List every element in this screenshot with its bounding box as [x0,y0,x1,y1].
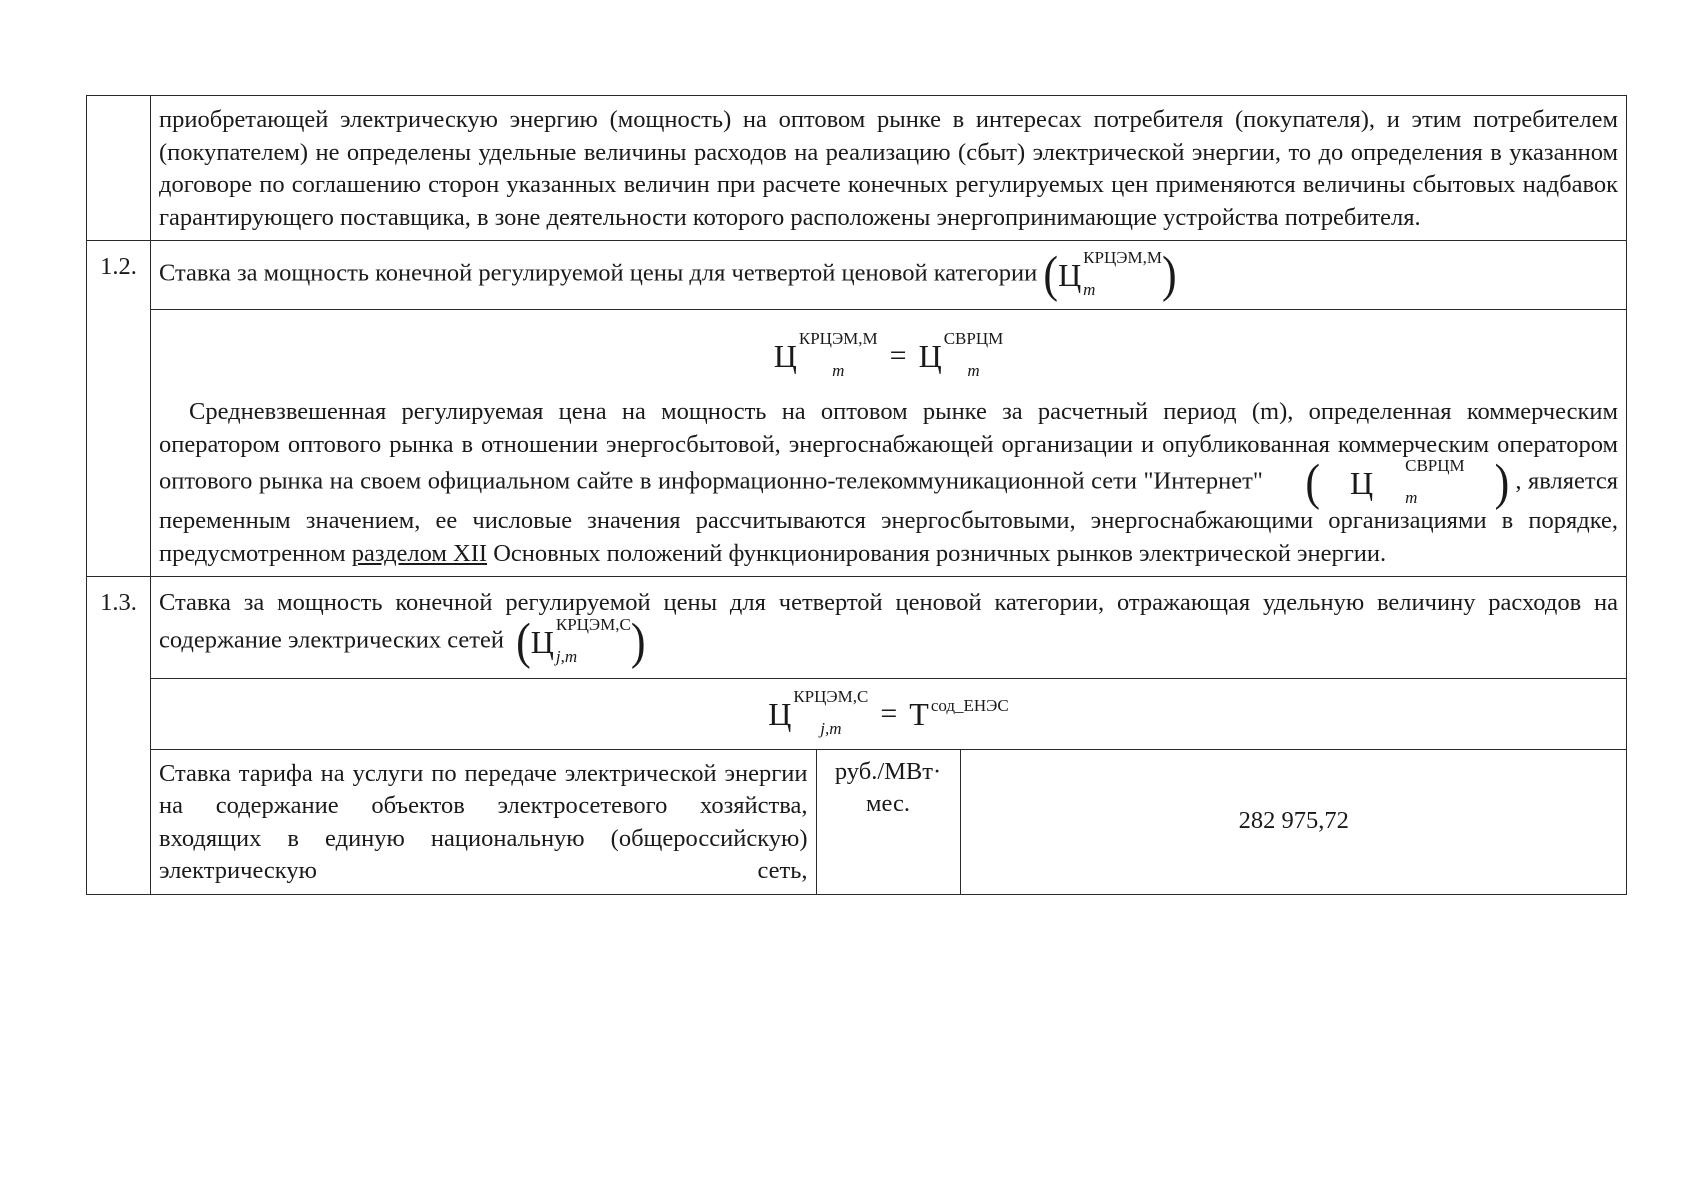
tariff-table [86,95,1627,895]
section-1-2-description [159,396,1618,570]
formula-lhs-sub: m [832,361,845,381]
formula-1-3 [151,678,1627,749]
tariff-subtable [151,750,1627,894]
table-row-1-3-tariff [87,749,1627,894]
row-number-1-2: 1.2. [87,241,151,577]
heading-symbol-1-2: ( Ц КРЦЭМ,М m ) [1043,246,1177,303]
formula-rhs-sup: сод_ЕНЭС [930,695,1009,715]
section-1-2-heading-text: Ставка за мощность конечной регулируемой цены для четвертой ценовой категории [159,259,1038,287]
section-1-2-heading [151,241,1627,310]
tariff-value: 282 975,72 [960,750,1627,894]
description-part-1: Средневзвешенная регулируемая цена на мощность на оптовом рынке за расчетный период (m), определенная коммерческим оператором оптового рынка в отношении энергосбытовой, энергоснабжающей организации и опубликованная коммерческим оператором оптового рынка на своем официальном сайте в информационно-телекоммуникационной сети "Интернет" [159,398,1618,495]
tariff-unit [816,750,960,894]
formula-rhs-base: Ц [918,338,942,375]
symbol-sub: m [1083,280,1096,299]
table-row-1-3-heading [87,577,1627,679]
formula-lhs-sup: КРЦЭМ,С [793,686,869,706]
formula-rhs-sub: m [967,361,980,381]
tariff-label: Ставка тарифа на услуги по передаче электрической энергии на содержание объектов электросетевого хозяйства, входящих в единую национальную (общероссийскую) электрическую сеть, [151,750,816,894]
section-1-2-body [151,310,1627,577]
formula-lhs-sup: КРЦЭМ,М [798,329,878,349]
description-part-2: , является переменным значением, ее числовые значения рассчитываются энергосбытовыми, энергоснабжающими организациями в порядке, предусмотренном [159,467,1618,567]
formula-equals: = [889,339,907,373]
formula-rhs-base: Т [909,695,929,732]
formula-lhs-base: Ц [768,695,792,732]
table-row-1-2-body [87,310,1627,577]
document-page [86,95,1626,895]
formula-1-2 [159,324,1618,386]
section-1-3-heading-text: Ставка за мощность конечной регулируемой цены для четвертой ценовой категории, отражающая удельную величину расходов на содержание электрических сетей [159,589,1618,654]
formula-lhs-sub: j,m [820,718,842,738]
formula-equals: = [880,696,898,730]
tariff-container [151,749,1627,894]
symbol-base: Ц [1058,257,1082,293]
row-number [87,96,151,241]
description-part-3: Основных положений функционирования розничных рынков электрической энергии. [493,539,1387,567]
unit-line-1: руб./МВт· [834,757,942,785]
continuation-text: приобретающей электрическую энергию (мощность) на оптовом рынке в интересах потребителя (покупателя), и этим потребителем (покупателем) не определены удельные величины расходов на реализацию (сбыт) электрической энергии, то до определения в указанном договоре по соглашению сторон указанных величин при расчете конечных регулируемых цен применяются величины сбытовых надбавок гарантирующего поставщика, в зоне деятельности которого расположены энергопринимающие устройства потребителя. [151,96,1627,241]
table-row-continuation [87,96,1627,241]
table-row-1-2-heading [87,241,1627,310]
row-number-1-3: 1.3. [87,577,151,895]
description-symbol: ( Ц СВРЦМ m ) [1305,454,1510,511]
table-row-1-3-formula [87,678,1627,749]
section-1-3-heading [151,577,1627,679]
formula-lhs-base: Ц [773,338,797,375]
formula-rhs-sup: СВРЦМ [943,329,1004,349]
tariff-row [151,750,1627,894]
section-xii-link[interactable]: разделом XII [351,539,488,567]
symbol-sup: КРЦЭМ,М [1083,248,1162,267]
heading-symbol-1-3: ( Ц КРЦЭМ,С j,m ) [516,612,646,670]
unit-line-2: мес. [866,790,910,817]
